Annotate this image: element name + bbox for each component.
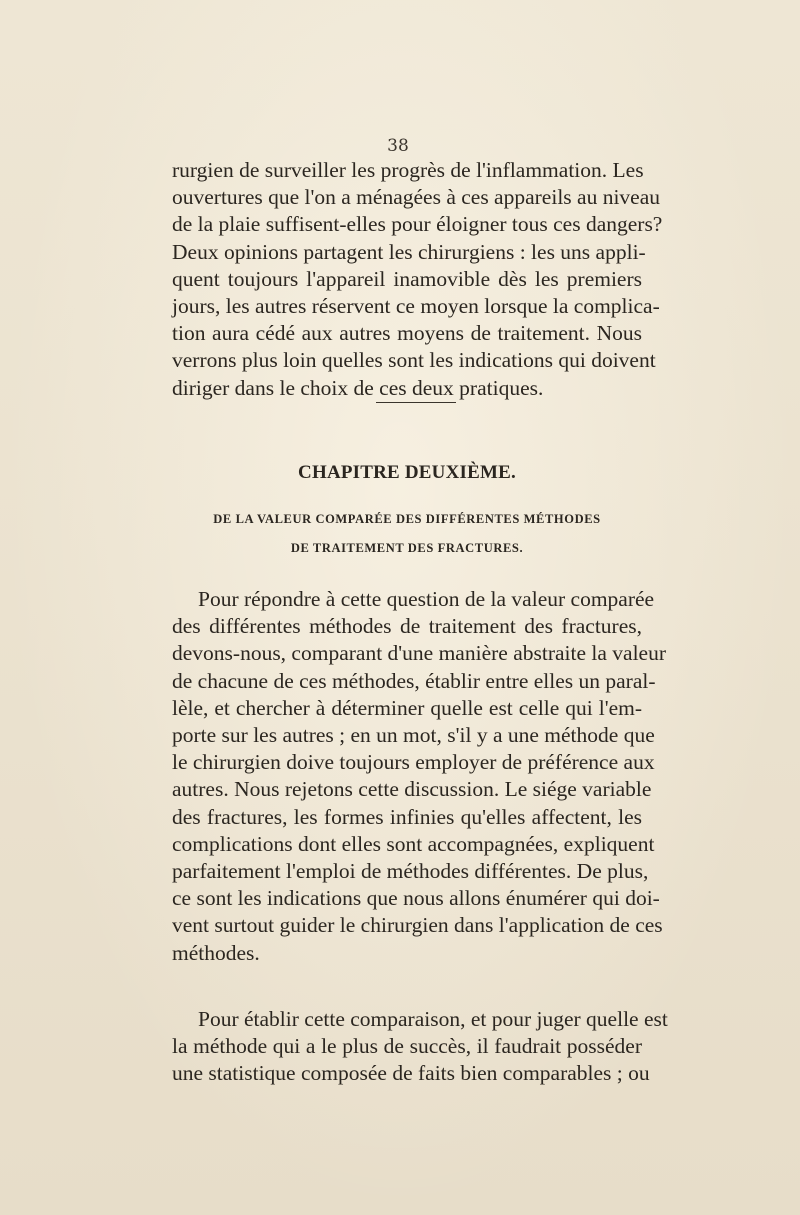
text-line: des différentes méthodes de traitement des fractures, [172,614,642,639]
chapter-title: CHAPITRE DEUXIÈME. [298,462,516,483]
paragraph-1 [172,157,663,402]
text-line: verrons plus loin quelles sont les indications qui doivent [172,348,656,373]
text-line: vent surtout guider le chirurgien dans l'application de ces [172,913,663,938]
text-line: de chacune de ces méthodes, établir entre elles un paral- [172,668,656,693]
text-line: une statistique composée de faits bien comparables ; ou [172,1061,650,1086]
text-line: le chirurgien doive toujours employer de préférence aux [172,750,655,775]
text-line: parfaitement l'emploi de méthodes différentes. De plus, [172,859,649,884]
chapter-subtitle-line-1: DE LA VALEUR COMPARÉE DES DIFFÉRENTES MÉTHODES [213,512,601,526]
text-line: devons-nous, comparant d'une manière abstraite la valeur [172,641,667,666]
paragraph-3 [172,1006,668,1088]
text-line: méthodes. [172,940,260,965]
text-line: des fractures, les formes infinies qu'elles affectent, les [172,804,642,829]
text-line: Deux opinions partagent les chirurgiens : les uns appli- [172,239,646,264]
text-line: diriger dans le choix de ces deux pratiques. [172,375,544,400]
section-divider [376,402,456,403]
chapter-subtitle-line-2: DE TRAITEMENT DES FRACTURES. [290,541,524,555]
text-line: complications dont elles sont accompagnées, expliquent [172,831,655,856]
text-line: quent toujours l'appareil inamovible dès les premiers [172,266,642,291]
text-line: ce sont les indications que nous allons énumérer qui doi- [172,886,660,911]
text-line: ouvertures que l'on a ménagées à ces appareils au niveau [172,185,661,210]
text-line: porte sur les autres ; en un mot, s'il y a une méthode que [172,723,655,748]
text-line: tion aura cédé aux autres moyens de traitement. Nous [172,321,642,346]
text-line: autres. Nous rejetons cette discussion. Le siége variable [172,777,652,802]
text-line: de la plaie suffisent-elles pour éloigner tous ces dangers? [172,212,663,237]
paragraph-2 [172,586,667,967]
page-number: 38 [387,136,409,156]
text-line: Pour répondre à cette question de la valeur comparée [198,587,655,611]
text-line: lèle, et chercher à déterminer quelle est celle qui l'em- [172,695,642,720]
text-line: la méthode qui a le plus de succès, il faudrait posséder [172,1034,642,1059]
text-line: Pour établir cette comparaison, et pour juger quelle est [198,1007,668,1031]
text-line: rurgien de surveiller les progrès de l'inflammation. Les [172,158,644,182]
text-line: jours, les autres réservent ce moyen lorsque la complica- [172,294,660,319]
